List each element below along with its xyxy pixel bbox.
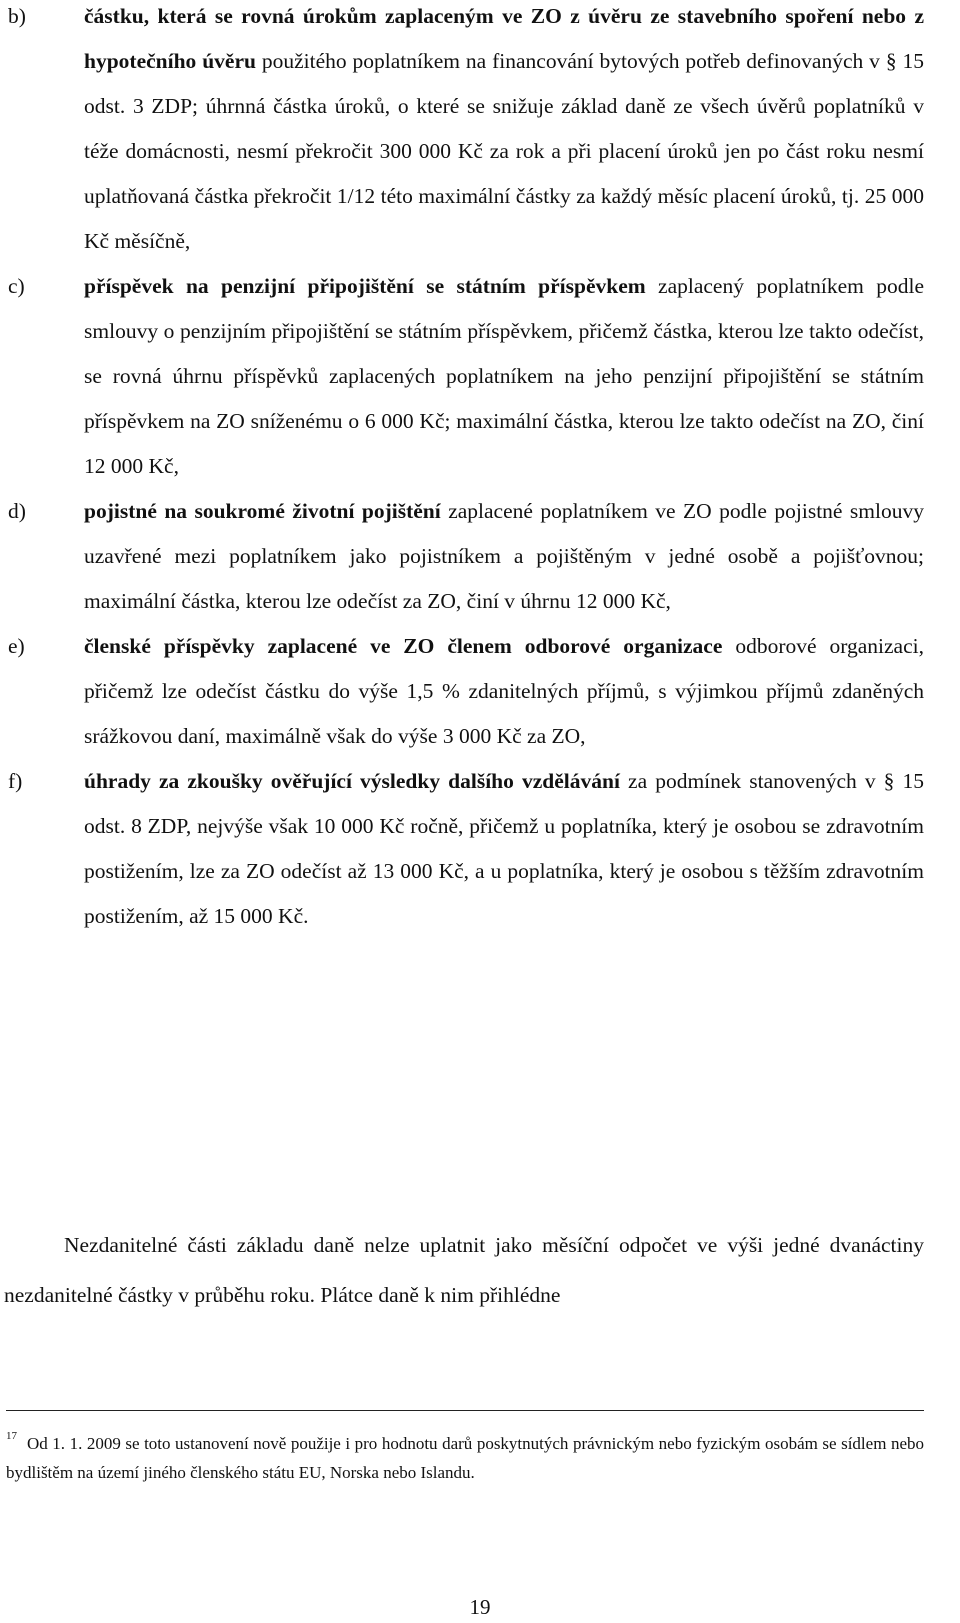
item-text: zaplacené poplatníkem ve ZO podle pojistné smlouvy uzavřené mezi poplatníkem jako pojistníkem a pojištěným v jedné osobě a pojišťovnou; maximální částka, kterou lze odečíst za ZO, činí v úhrnu 12 000 Kč, <box>84 499 924 613</box>
footnote-text: Od 1. 1. 2009 se toto ustanovení nově použije i pro hodnotu darů poskytnutých právnickým nebo fyzickým osobám se sídlem nebo bydlištěm na území jiného členského státu EU, Norska nebo Islandu. <box>6 1434 924 1482</box>
list-marker: b) <box>8 4 26 28</box>
list-item-c <box>0 264 960 489</box>
item-text: odborové organizaci, přičemž lze odečíst částku do výše 1,5 % zdanitelných příjmů, s výjimkou příjmů zdaněných srážkovou daní, maximálně však do výše 3 000 Kč za ZO, <box>84 634 924 748</box>
item-bold-term: pojistné na soukromé životní pojištění <box>84 499 441 523</box>
list-marker: e) <box>8 634 25 658</box>
list-item-b <box>0 0 960 264</box>
list-item-d <box>0 489 960 624</box>
item-bold-term: úhrady za zkoušky ověřující výsledky dalšího vzdělávání <box>84 769 620 793</box>
page-number: 19 <box>469 1595 491 1619</box>
item-bold-term: členské příspěvky zaplacené ve ZO členem odborové organizace <box>84 634 723 658</box>
list-marker: f) <box>8 769 23 793</box>
list-marker: d) <box>8 499 26 523</box>
item-text: použitého poplatníkem na financování bytových potřeb definovaných v § 15 odst. 3 ZDP; úhrnná částka úroků, o které se snižuje základ daně ze všech úvěrů poplatníků v téže domácnosti, nesmí překročit 300 000 Kč za rok a při placení úroků jen po část roku nesmí uplatňovaná částka překročit 1/12 této maximální částky za každý měsíc placení úroků, tj. 25 000 Kč měsíčně, <box>84 49 924 253</box>
footnote <box>6 1422 924 1487</box>
list-item-e <box>0 624 960 759</box>
list-item-f <box>0 759 960 939</box>
footnote-number: 17 <box>6 1430 17 1442</box>
item-bold-term: příspěvek na penzijní připojištění se státním příspěvkem <box>84 274 646 298</box>
item-text: za podmínek stanovených v § 15 odst. 8 ZDP, nejvýše však 10 000 Kč ročně, přičemž u poplatníka, který je osobou se zdravotním postižením, lze za ZO odečíst až 13 000 Kč, a u poplatníka, který je osobou s těžším zdravotním postižením, až 15 000 Kč. <box>84 769 925 928</box>
item-text: zaplacený poplatníkem podle smlouvy o penzijním připojištění se státním příspěvkem, přičemž částka, kterou lze takto odečíst, se rovná úhrnu příspěvků zaplacených poplatníkem na jeho penzijní připojištění se státním příspěvkem na ZO sníženému o 6 000 Kč; maximální částka, kterou lze takto odečíst na ZO, činí 12 000 Kč, <box>84 274 924 478</box>
item-bold-term: částku, která se rovná úrokům zaplaceným ve ZO z úvěru ze stavebního spoření nebo z hypotečního úvěru <box>84 4 924 73</box>
body-paragraph: Nezdanitelné části základu daně nelze uplatnit jako měsíční odpočet ve výši jedné dvanáctiny nezdanitelné částky v průběhu roku. Plátce daně k nim přihlédne <box>4 1233 924 1307</box>
list-marker: c) <box>8 274 25 298</box>
footnote-divider <box>6 1410 924 1411</box>
